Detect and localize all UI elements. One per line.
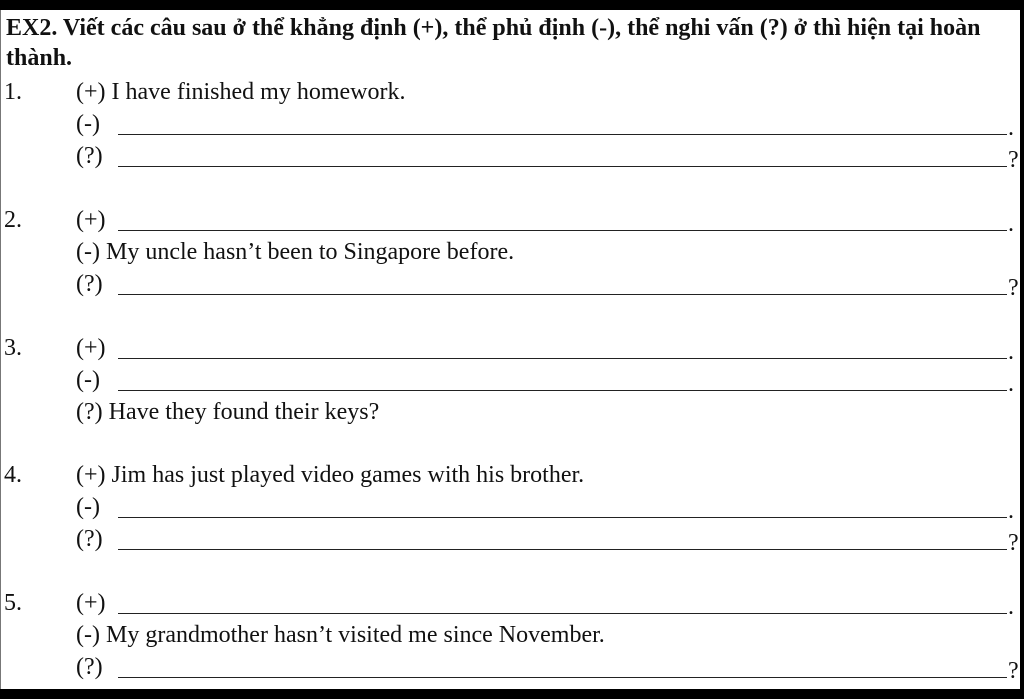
line-marker: (?) xyxy=(76,399,103,425)
line-marker: (?) xyxy=(76,526,103,552)
line-marker: (-) xyxy=(76,622,100,648)
given-sentence: Have they found their keys? xyxy=(108,399,380,425)
given-sentence: My grandmother hasn’t visited me since November. xyxy=(105,622,605,648)
answer-line xyxy=(76,334,106,362)
end-punctuation: ? xyxy=(1008,147,1019,173)
line-marker: (?) xyxy=(76,143,103,169)
line-marker: (+) xyxy=(76,462,106,488)
line-marker: (+) xyxy=(76,207,106,233)
end-punctuation: . xyxy=(1008,115,1014,141)
line-marker: (-) xyxy=(76,239,100,265)
top-border xyxy=(0,0,1024,10)
line-marker: (?) xyxy=(76,654,103,680)
line-marker: (?) xyxy=(76,271,103,297)
end-punctuation: . xyxy=(1008,371,1014,397)
end-punctuation: . xyxy=(1008,594,1014,620)
item-number: 5. xyxy=(4,590,22,616)
exercise-title: EX2. Viết các câu sau ở thể khẳng định (+), thể phủ định (-), thể nghi vấn (?) ở thì hiện tại hoàn thành. xyxy=(6,15,981,71)
answer-line xyxy=(76,110,100,138)
answer-line xyxy=(76,525,103,553)
sentence-line xyxy=(76,398,379,426)
right-border xyxy=(1020,0,1024,699)
answer-blank[interactable] xyxy=(118,677,1007,678)
line-marker: (+) xyxy=(76,590,106,616)
answer-line xyxy=(76,653,103,681)
end-punctuation: ? xyxy=(1008,530,1019,556)
answer-line xyxy=(76,206,106,234)
end-punctuation: ? xyxy=(1008,658,1019,684)
answer-blank[interactable] xyxy=(118,390,1007,391)
end-punctuation: . xyxy=(1008,498,1014,524)
line-marker: (+) xyxy=(76,79,106,105)
sentence-line xyxy=(76,238,514,266)
given-sentence: I have finished my homework. xyxy=(111,79,406,105)
answer-blank[interactable] xyxy=(118,230,1007,231)
answer-blank[interactable] xyxy=(118,294,1007,295)
answer-blank[interactable] xyxy=(118,549,1007,550)
left-border xyxy=(0,10,1,689)
item-number: 3. xyxy=(4,335,22,361)
end-punctuation: ? xyxy=(1008,275,1019,301)
end-punctuation: . xyxy=(1008,211,1014,237)
answer-line xyxy=(76,270,103,298)
line-marker: (-) xyxy=(76,111,100,137)
answer-line xyxy=(76,493,100,521)
answer-blank[interactable] xyxy=(118,134,1007,135)
answer-blank[interactable] xyxy=(118,517,1007,518)
item-number: 1. xyxy=(4,79,22,105)
item-number: 2. xyxy=(4,207,22,233)
end-punctuation: . xyxy=(1008,339,1014,365)
bottom-border xyxy=(0,689,1024,699)
sentence-line xyxy=(76,621,605,649)
item-number: 4. xyxy=(4,462,22,488)
line-marker: (-) xyxy=(76,367,100,393)
answer-line xyxy=(76,142,103,170)
answer-blank[interactable] xyxy=(118,613,1007,614)
given-sentence: Jim has just played video games with his brother. xyxy=(111,462,585,488)
answer-line xyxy=(76,589,106,617)
line-marker: (+) xyxy=(76,335,106,361)
line-marker: (-) xyxy=(76,494,100,520)
sentence-line xyxy=(76,78,405,106)
sentence-line xyxy=(76,461,584,489)
answer-blank[interactable] xyxy=(118,358,1007,359)
answer-blank[interactable] xyxy=(118,166,1007,167)
given-sentence: My uncle hasn’t been to Singapore before. xyxy=(105,239,515,265)
answer-line xyxy=(76,366,100,394)
